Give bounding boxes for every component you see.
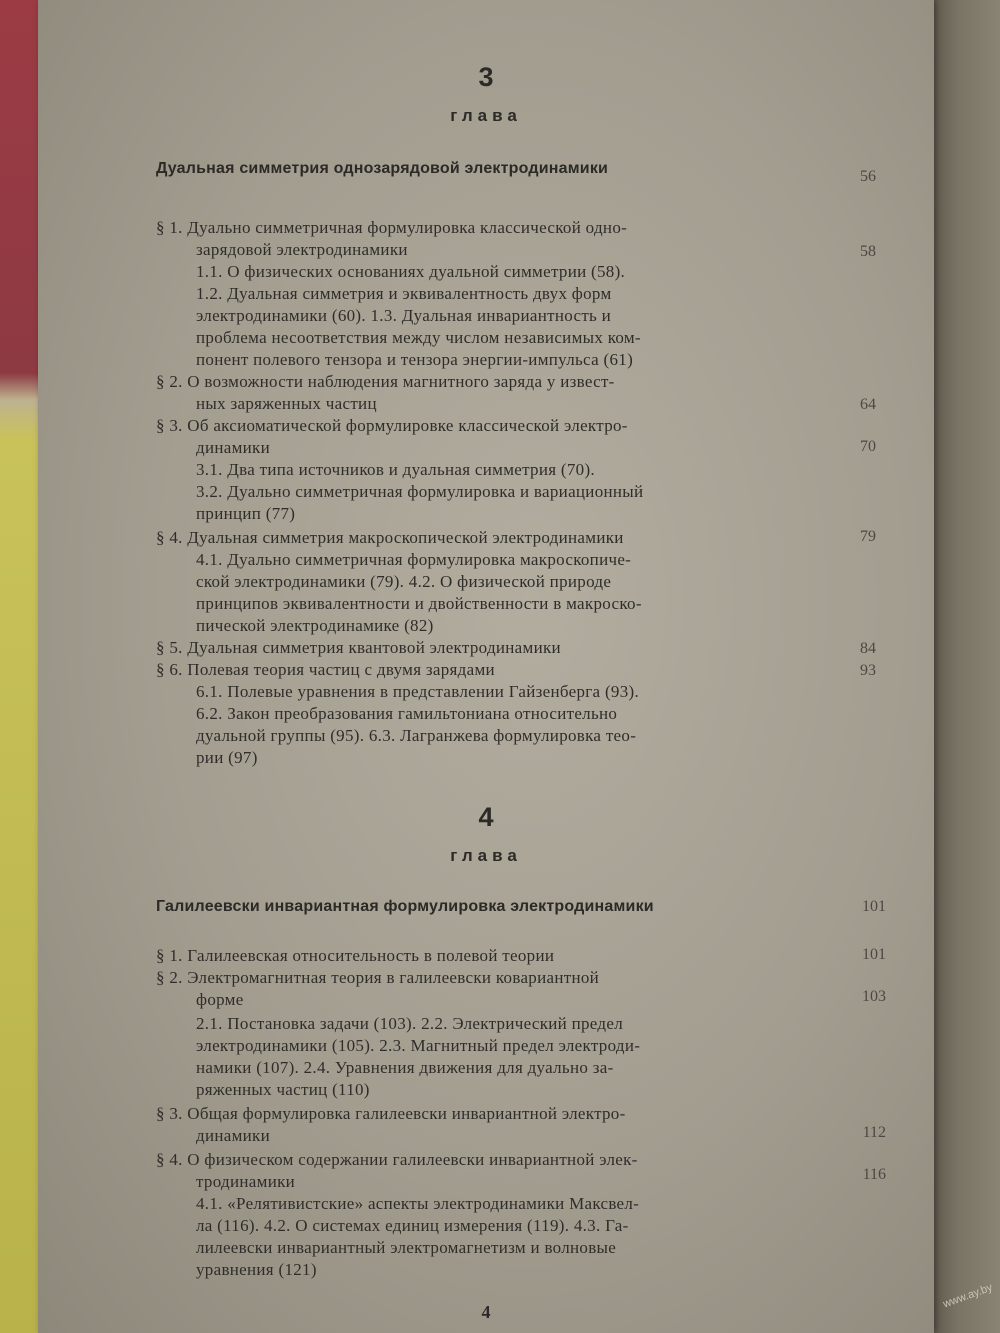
toc-line: динамики — [196, 1126, 271, 1145]
toc-line: § 1. Дуально симметричная формулировка классической одно- — [156, 218, 628, 237]
book-cover-edge-right — [930, 0, 1000, 1333]
toc-line: принципов эквивалентности и двойственности в макроско- — [196, 594, 642, 613]
toc-line: § 4. Дуальная симметрия макроскопической электродинамики — [156, 528, 624, 547]
toc-line: § 5. Дуальная симметрия квантовой электродинамики — [156, 638, 561, 657]
toc-page-number: 84 — [860, 640, 876, 657]
toc-page-number: 79 — [860, 528, 876, 545]
toc-line: лилеевски инвариантный электромагнетизм и волновые — [196, 1238, 617, 1257]
toc-line: форме — [196, 990, 244, 1009]
toc-line: принцип (77) — [196, 504, 296, 523]
toc-line: ла (116). 4.2. О системах единиц измерения (119). 4.3. Га- — [196, 1216, 629, 1235]
chapter-4-number: 4 — [478, 802, 494, 832]
toc-page-number: 93 — [860, 662, 876, 679]
toc-line: 6.2. Закон преобразования гамильтониана относительно — [196, 704, 618, 723]
toc-page-number: 64 — [860, 396, 876, 413]
toc-line: электродинамики (60). 1.3. Дуальная инвариантность и — [196, 306, 612, 325]
chapter-3-title-page: 56 — [860, 168, 876, 185]
toc-line: ряженных частиц (110) — [196, 1080, 370, 1099]
toc-line: § 3. Общая формулировка галилеевски инвариантной электро- — [156, 1104, 626, 1123]
toc-line: ных заряженных частиц — [196, 394, 377, 413]
watermark: www.ay.by — [941, 1281, 995, 1311]
book-page — [38, 0, 934, 1333]
toc-line: 3.1. Два типа источников и дуальная симметрия (70). — [196, 460, 595, 479]
toc-line: § 2. Электромагнитная теория в галилеевски ковариантной — [156, 968, 600, 987]
toc-line: электродинамики (105). 2.3. Магнитный предел электроди- — [196, 1036, 641, 1055]
toc-line: 4.1. Дуально симметричная формулировка макроскопиче- — [196, 550, 632, 569]
toc-page-number: 70 — [860, 438, 876, 455]
toc-line: понент полевого тензора и тензора энергии-импульса (61) — [196, 350, 634, 369]
toc-line: зарядовой электродинамики — [196, 240, 408, 259]
toc-page-number: 58 — [860, 243, 876, 260]
toc-line: проблема несоответствия между числом независимых ком- — [196, 328, 641, 347]
toc-line: динамики — [196, 438, 271, 457]
toc-line: дуальной группы (95). 6.3. Лагранжева формулировка тео- — [196, 726, 637, 745]
toc-line: 2.1. Постановка задачи (103). 2.2. Электрический предел — [196, 1014, 624, 1033]
toc-line: 3.2. Дуально симметричная формулировка и вариационный — [196, 482, 644, 501]
toc-line: § 4. О физическом содержании галилеевски инвариантной элек- — [156, 1150, 638, 1169]
toc-page-number: 103 — [862, 988, 886, 1005]
toc-line: тродинамики — [196, 1172, 296, 1191]
toc-line: § 3. Об аксиоматической формулировке классической электро- — [156, 416, 628, 435]
toc-line: 1.1. О физических основаниях дуальной симметрии (58). — [196, 262, 626, 281]
chapter-3-number: 3 — [478, 62, 494, 92]
toc-line: 1.2. Дуальная симметрия и эквивалентность двух форм — [196, 284, 612, 303]
toc-line: 6.1. Полевые уравнения в представлении Гайзенберга (93). — [196, 682, 640, 701]
toc-page-number: 112 — [862, 1124, 886, 1141]
toc-line: § 2. О возможности наблюдения магнитного заряда у извест- — [156, 372, 615, 391]
page-number: 4 — [481, 1302, 491, 1322]
toc-line: ской электродинамики (79). 4.2. О физической природе — [196, 572, 612, 591]
chapter-4-label: глава — [450, 846, 522, 865]
chapter-3-label: глава — [450, 106, 522, 125]
toc-line: уравнения (121) — [196, 1260, 317, 1279]
toc-line: рии (97) — [196, 748, 258, 767]
toc-page-number: 101 — [862, 946, 886, 963]
toc-line: § 6. Полевая теория частиц с двумя зарядами — [156, 660, 495, 679]
chapter-4-title: Галилеевски инвариантная формулировка электродинамики — [156, 898, 654, 915]
toc-line: намики (107). 2.4. Уравнения движения для дуально за- — [196, 1058, 614, 1077]
toc-line: § 1. Галилеевская относительность в полевой теории — [156, 946, 555, 965]
toc-page-number: 116 — [862, 1166, 886, 1183]
toc-line: пической электродинамике (82) — [196, 616, 434, 635]
toc-line: 4.1. «Релятивистские» аспекты электродинамики Максвел- — [196, 1194, 640, 1213]
chapter-4-title-page: 101 — [862, 898, 886, 915]
chapter-3-title: Дуальная симметрия однозарядовой электродинамики — [156, 160, 609, 177]
